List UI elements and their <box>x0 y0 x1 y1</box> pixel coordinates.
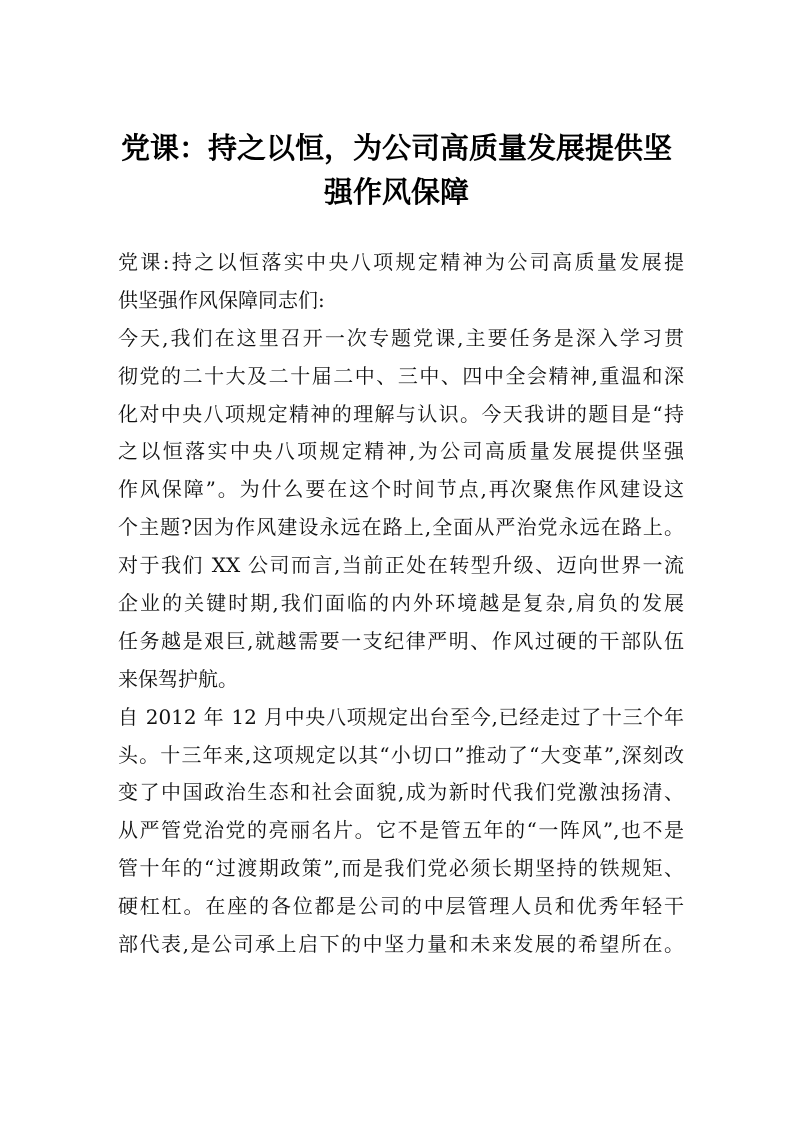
title-line: 强作风保障 <box>323 175 469 209</box>
body-line: 个主题?因为作风建设永远在路上,全面从严治党永远在路上。 <box>118 515 684 540</box>
body-line: 自 2012 年 12 月中央八项规定出台至今,已经走过了十三个年 <box>118 704 684 729</box>
body-line: 从严管党治党的亮丽名片。它不是管五年的“一阵风”,也不是 <box>118 818 684 843</box>
body-line: 化对中央八项规定精神的理解与认识。今天我讲的题目是“持 <box>118 401 684 426</box>
body-line: 之以恒落实中央八项规定精神,为公司高质量发展提供坚强 <box>118 439 684 464</box>
document-title <box>100 126 693 214</box>
body-line: 今天,我们在这里召开一次专题党课,主要任务是深入学习贯 <box>118 325 684 350</box>
body-line: 企业的关键时期,我们面临的内外环境越是复杂,肩负的发展 <box>118 591 684 616</box>
body-line: 变了中国政治生态和社会面貌,成为新时代我们党激浊扬清、 <box>118 780 684 805</box>
title-line: 党课：持之以恒，为公司高质量发展提供坚 <box>120 131 672 165</box>
body-line: 对于我们 XX 公司而言,当前正处在转型升级、迈向世界一流 <box>118 553 684 578</box>
body-line: 管十年的“过渡期政策”,而是我们党必须长期坚持的铁规矩、 <box>118 856 684 881</box>
body-line: 头。十三年来,这项规定以其“小切口”推动了“大变革”,深刻改 <box>118 742 684 767</box>
body-line: 任务越是艰巨,就越需要一支纪律严明、作风过硬的干部队伍 <box>118 628 684 653</box>
body-line: 作风保障”。为什么要在这个时间节点,再次聚焦作风建设这 <box>118 477 684 502</box>
body-line: 供坚强作风保障同志们: <box>118 287 325 312</box>
document-body <box>118 244 684 964</box>
body-line: 硬杠杠。在座的各位都是公司的中层管理人员和优秀年轻干 <box>118 894 684 919</box>
body-line: 来保驾护航。 <box>118 666 238 691</box>
body-line: 部代表,是公司承上启下的中坚力量和未来发展的希望所在。 <box>118 932 684 957</box>
body-line: 彻党的二十大及二十届二中、三中、四中全会精神,重温和深 <box>118 363 684 388</box>
body-line: 党课:持之以恒落实中央八项规定精神为公司高质量发展提 <box>118 250 684 274</box>
